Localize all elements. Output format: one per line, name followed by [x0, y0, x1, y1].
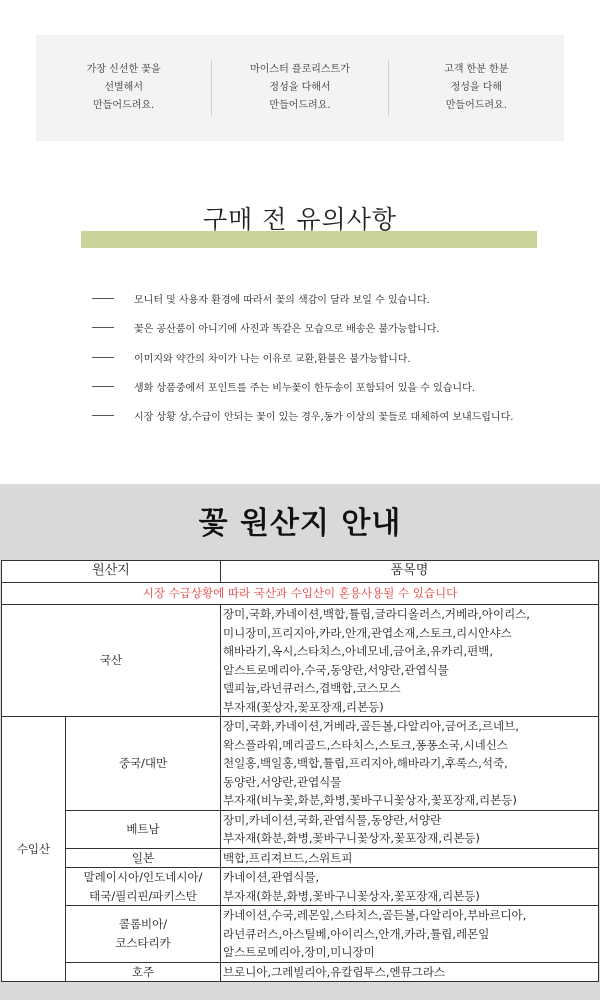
- country-cell: [66, 810, 221, 848]
- item-line: 카네이션,관엽식물,: [223, 870, 320, 884]
- dash-icon: [92, 298, 114, 299]
- feature-line: 정성을 다해서: [269, 82, 331, 93]
- item-line: 장미,카네이션,국화,관엽식물,동양란,서양란: [223, 812, 442, 827]
- item-line: 해바라기,옥시,스타치스,아네모네,금어초,유카리,편백,: [223, 644, 493, 658]
- dash-icon: [92, 327, 114, 328]
- item-line: 부자재(꽃상자,꽃포장재,리본등): [223, 699, 384, 714]
- notice-item-text: 이미지와 약간의 차이가 나는 이유로 교환,환불은 불가능합니다.: [134, 353, 411, 365]
- feature-line: 선별해서: [104, 82, 143, 93]
- country-domestic: 국산: [2, 605, 221, 717]
- feature-line: 만들어드려요.: [445, 100, 507, 111]
- item-line: 델피늄,라넌큐러스,겹백합,코스모스: [223, 681, 401, 695]
- feature-line: 만들어드려요.: [269, 100, 331, 111]
- table-header-row: [2, 561, 599, 583]
- feature-3: [389, 61, 564, 115]
- table-row: [2, 848, 599, 868]
- items-cell: [221, 717, 599, 811]
- feature-1: [36, 61, 211, 115]
- notice-item-text: 꽃은 공산품이 아니기에 사진과 똑같은 모습으로 배송은 불가능합니다.: [134, 324, 440, 336]
- feature-line: 마이스터 플로리스트가: [250, 64, 350, 75]
- table-row: [2, 962, 599, 982]
- item-line: 알스트로메리아,장미,미니장미: [223, 945, 375, 959]
- item-line: 알스트로메리아,수국,동양란,서양란,관엽식물: [223, 662, 449, 677]
- notice-heading: [0, 202, 600, 252]
- country-line: 일본: [131, 850, 155, 865]
- table-row: [2, 906, 599, 963]
- country-imported: 수입산: [2, 717, 66, 982]
- notice-item: [92, 343, 572, 372]
- item-line: 천일홍,백일홍,백합,튤립,프리지아,해바라기,후록스,석죽,: [223, 756, 508, 770]
- origin-table: [1, 560, 599, 982]
- item-line: 브로니아,그레빌리아,유칼립투스,엔뮤그라스: [223, 964, 446, 979]
- notice-item: [92, 284, 572, 313]
- items-cell: [221, 605, 599, 717]
- item-line: 장미,국화,카네이션,거베라,골든볼,다알리아,금어조,르네브,: [223, 719, 519, 733]
- item-line: 동양란,서양란,관엽식물: [223, 774, 342, 789]
- country-line: 베트남: [126, 821, 160, 836]
- header-origin: 원산지: [2, 561, 221, 583]
- item-line: 부자재(비누꽃,화분,화병,꽃바구니꽃상자,꽃포장재,리본등): [223, 793, 517, 807]
- notice-title: 구매 전 유의사항: [203, 205, 397, 234]
- notice-item-text: 시장 상황 상,수급이 안되는 꽃이 있는 경우,동가 이상의 꽃들로 대체하여 보내드립니다.: [134, 412, 514, 424]
- notice-item-text: 생화 상품중에서 포인트를 주는 비누꽃이 한두송이 포함되어 있을 수 있습니다.: [134, 383, 475, 395]
- dash-icon: [92, 357, 114, 358]
- warning-row: [2, 583, 599, 605]
- notice-item-text: 모니터 및 사용자 환경에 따라서 꽃의 색감이 달라 보일 수 있습니다.: [134, 295, 430, 307]
- items-cell: [221, 848, 599, 868]
- items-cell: [221, 868, 599, 906]
- country-cell: [66, 906, 221, 963]
- origin-title: 꽃 원산지 안내: [198, 506, 402, 541]
- item-line: 왁스플라워,메리골드,스타치스,스토크,퐁퐁소국,시네신스: [223, 737, 508, 752]
- dash-icon: [92, 386, 114, 387]
- items-cell: [221, 962, 599, 982]
- country-line: 중국/대만: [118, 756, 168, 770]
- country-cell: [66, 868, 221, 906]
- items-cell: [221, 906, 599, 963]
- items-cell: [221, 810, 599, 848]
- notice-item: [92, 401, 572, 430]
- country-line: 호주: [131, 964, 155, 979]
- country-cell: [66, 717, 221, 811]
- feature-line: 가장 신선한 꽃을: [86, 64, 161, 75]
- item-line: 백합,프리져브드,스위트피: [223, 850, 353, 865]
- country-line: 코스타리카: [115, 935, 171, 950]
- features-panel: [36, 35, 564, 141]
- table-row: [2, 717, 599, 811]
- notice-list: [92, 284, 572, 430]
- notice-item: [92, 372, 572, 401]
- warning-text: 시장 수급상황에 따라 국산과 수입산이 혼용사용될 수 있습니다: [2, 583, 599, 605]
- dash-icon: [92, 415, 114, 416]
- country-line: 태국/필리핀/파키스탄: [89, 888, 197, 903]
- notice-item: [92, 313, 572, 342]
- header-items: 품목명: [221, 561, 599, 583]
- feature-2: [212, 61, 387, 115]
- country-cell: [66, 962, 221, 982]
- table-row: [2, 810, 599, 848]
- item-line: 미니장미,프리지아,카라,안개,관엽소재,스토크,리시안샤스: [223, 625, 512, 640]
- item-line: 장미,국화,카네이션,백합,튤립,글라디올러스,거베라,아이리스,: [223, 607, 530, 621]
- item-line: 부자재(화분,화병,꽃바구니꽃상자,꽃포장재,리본등): [223, 831, 480, 845]
- feature-line: 정성을 다해: [450, 82, 503, 93]
- feature-line: 만들어드려요.: [93, 100, 155, 111]
- country-cell: [66, 848, 221, 868]
- item-line: 카네이션,수국,레몬잎,스타치스,골든볼,다알리아,부바르디아,: [223, 908, 527, 922]
- origin-section: [0, 484, 600, 1000]
- feature-line: 고객 한분 한분: [444, 64, 509, 75]
- table-row: [2, 868, 599, 906]
- item-line: 부자재(화분,화병,꽃바구니꽃상자,꽃포장재,리본등): [223, 888, 480, 903]
- country-line: 말레이시아/인도네시아/: [83, 870, 203, 884]
- item-line: 라넌큐러스,아스틸베,아이리스,안개,카라,튤립,레몬잎: [223, 926, 490, 941]
- table-row-domestic: [2, 605, 599, 717]
- country-line: 콜롬비아/: [118, 917, 168, 932]
